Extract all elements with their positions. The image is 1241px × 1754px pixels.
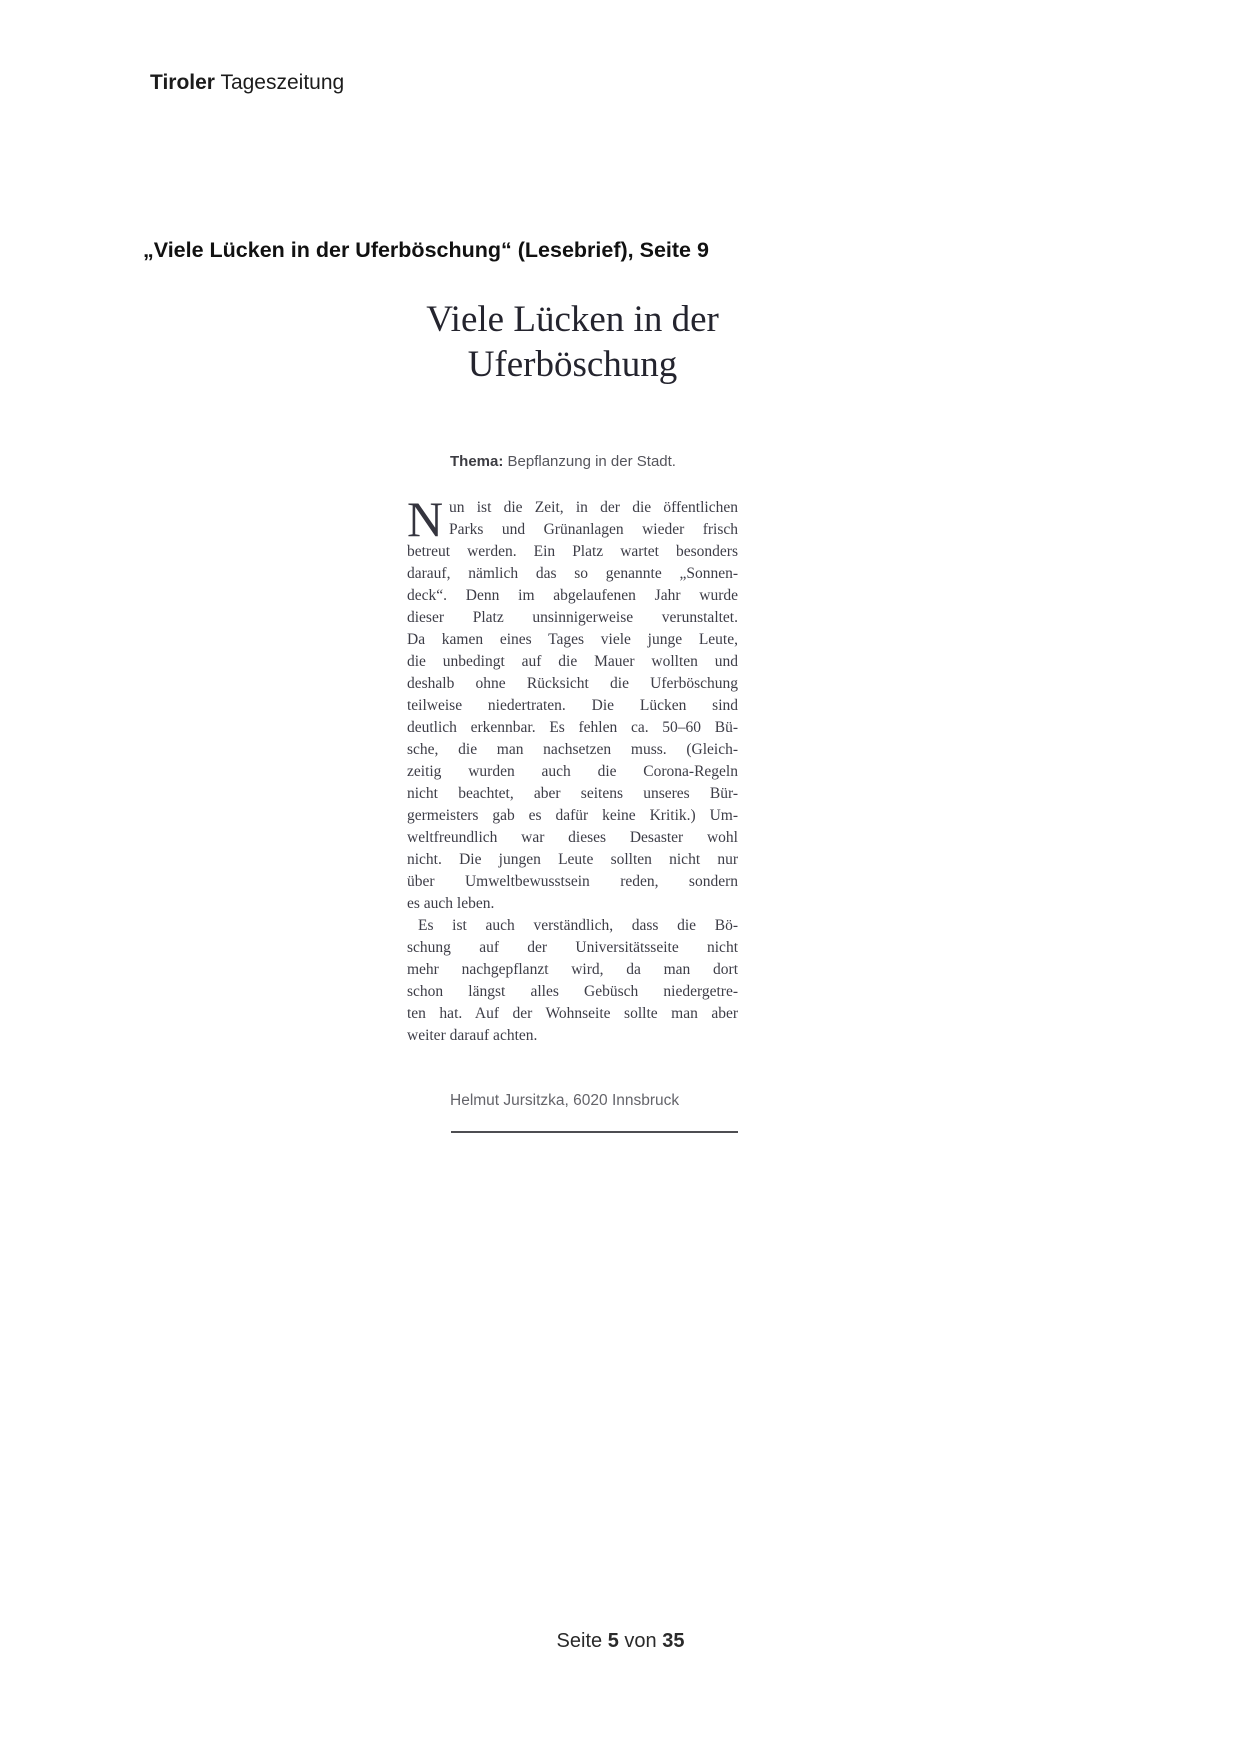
- newspaper-clipping: [407, 297, 738, 1109]
- article-body-line: Es ist auch verständlich, dass die Bö-: [418, 917, 738, 934]
- article-body-line: betreut werden. Ein Platz wartet besonders: [407, 543, 738, 560]
- article-body-lines: [407, 491, 738, 1047]
- article-body-line: deck“. Denn im abgelaufenen Jahr wurde: [407, 587, 738, 604]
- footer-page-number: 5: [607, 1630, 619, 1652]
- article-body-line: Da kamen eines Tages viele junge Leute,: [407, 631, 738, 648]
- article-body-line: es auch leben.: [407, 895, 495, 912]
- article-body-line: Parks und Grünanlagen wieder frisch: [449, 521, 738, 538]
- article-topic: [450, 453, 676, 470]
- footer-total-pages: 35: [662, 1630, 685, 1652]
- article-body-line: über Umweltbewusstsein reden, sondern: [407, 873, 738, 890]
- masthead-brand: Tiroler: [150, 71, 215, 94]
- article-body: [407, 491, 738, 1047]
- article-body-line: weltfreundlich war dieses Desaster wohl: [407, 829, 738, 846]
- article-body-line: zeitig wurden auch die Corona-Regeln: [407, 763, 738, 780]
- document-heading: „Viele Lücken in der Uferböschung“ (Lesebrief), Seite 9: [143, 238, 709, 262]
- article-headline-line2: Uferböschung: [467, 344, 678, 385]
- article-topic-label: Thema:: [450, 453, 504, 470]
- article-body-line: darauf, nämlich das so genannte „Sonnen-: [407, 565, 738, 582]
- article-topic-text: Bepflanzung in der Stadt.: [507, 453, 676, 470]
- article-headline: [407, 297, 738, 387]
- masthead-suffix: Tageszeitung: [220, 71, 345, 94]
- article-body-line: nicht. Die jungen Leute sollten nicht nur: [407, 851, 738, 868]
- article-body-line: nicht beachtet, aber seitens unseres Bür-: [407, 785, 738, 802]
- article-body-line: deshalb ohne Rücksicht die Uferböschung: [407, 675, 738, 692]
- article-body-line: mehr nachgepflanzt wird, da man dort: [407, 961, 738, 978]
- article-body-line: ten hat. Auf der Wohnseite sollte man aber: [407, 1005, 738, 1022]
- article-body-line: weiter darauf achten.: [407, 1027, 538, 1044]
- article-headline-line1: Viele Lücken in der: [426, 299, 719, 340]
- article-body-line: schung auf der Universitätsseite nicht: [407, 939, 738, 956]
- article-body-line: germeisters gab es dafür keine Kritik.) Um-: [407, 807, 738, 824]
- article-body-line: teilweise niedertraten. Die Lücken sind: [407, 697, 738, 714]
- article-body-line: deutlich erkennbar. Es fehlen ca. 50–60 Bü-: [407, 719, 738, 736]
- article-body-line: schon längst alles Gebüsch niedergetre-: [407, 983, 738, 1000]
- article-body-line: die unbedingt auf die Mauer wollten und: [407, 653, 738, 670]
- article-divider: [451, 1131, 738, 1133]
- footer-label: Seite: [556, 1630, 603, 1652]
- masthead: [150, 71, 344, 94]
- article-body-line: sche, die man nachsetzen muss. (Gleich-: [407, 741, 738, 758]
- page-footer: [0, 1630, 1241, 1653]
- footer-of: von: [624, 1630, 657, 1652]
- article-byline: Helmut Jursitzka, 6020 Innsbruck: [450, 1092, 680, 1109]
- article-body-line: dieser Platz unsinnigerweise verunstaltet.: [407, 609, 738, 626]
- article-body-line: un ist die Zeit, in der die öffentlichen: [449, 499, 738, 516]
- drop-cap: N: [407, 491, 444, 547]
